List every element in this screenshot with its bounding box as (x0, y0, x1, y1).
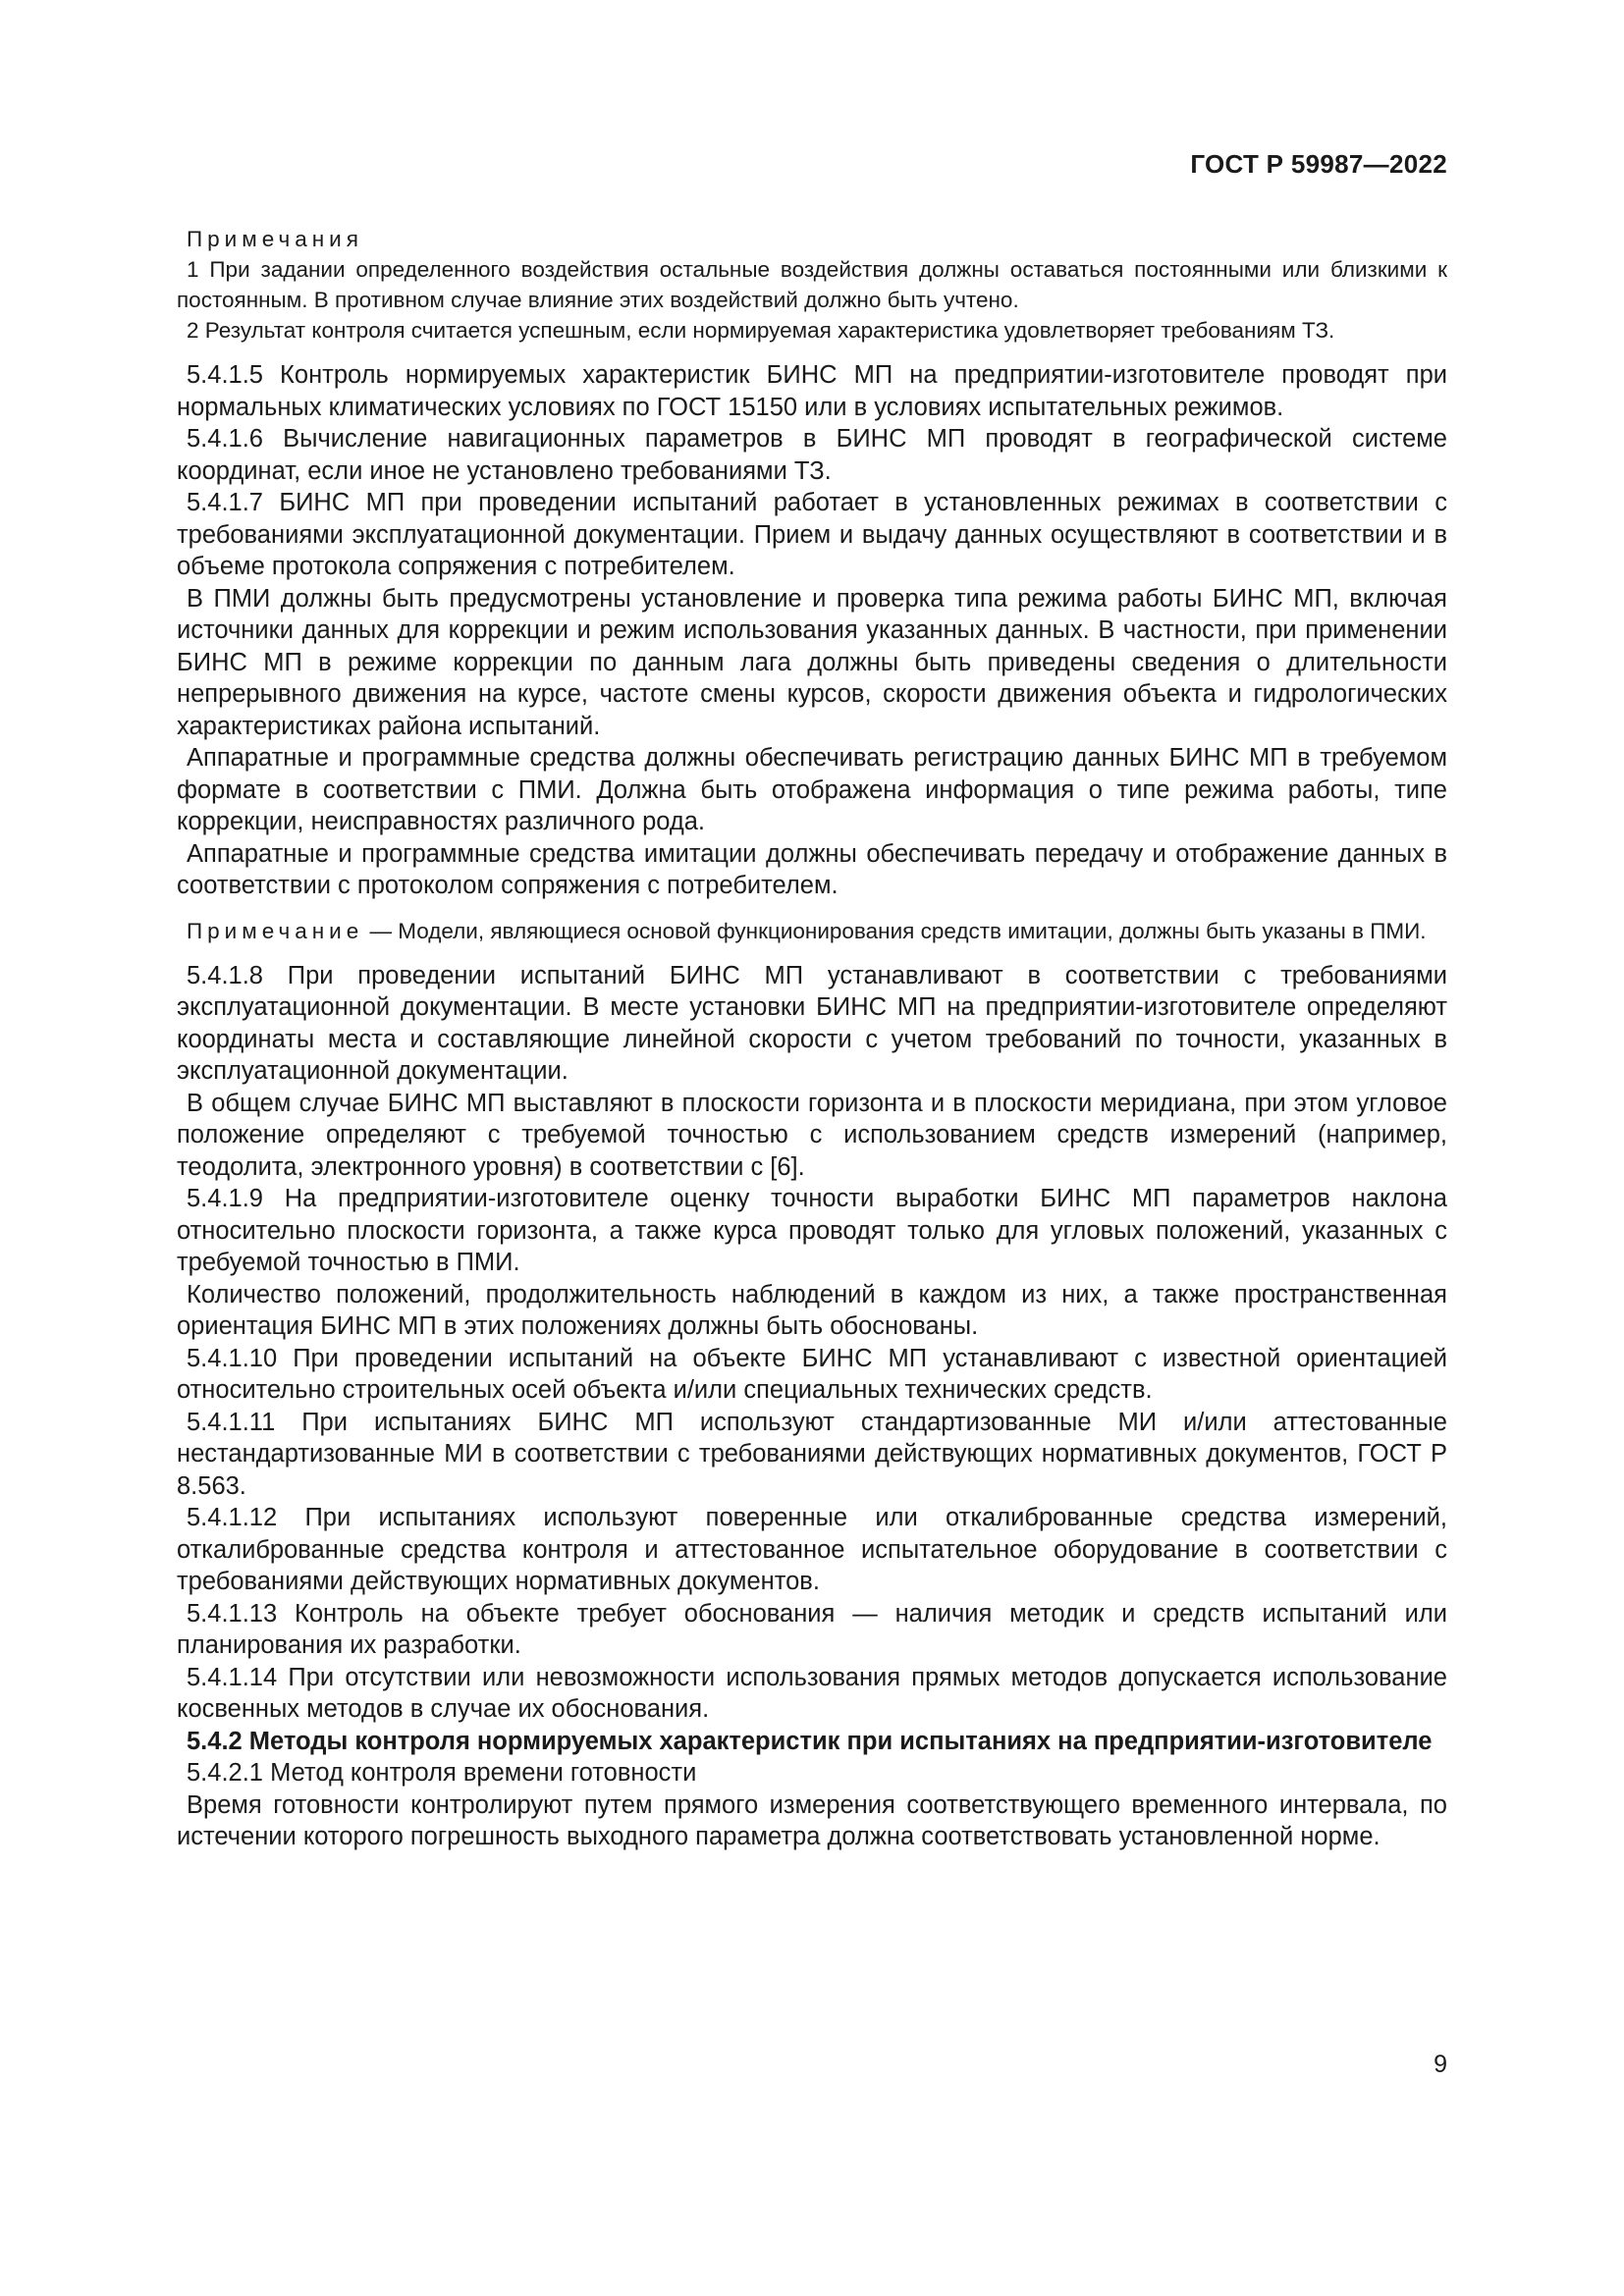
paragraph: 5.4.1.6 Вычисление навигационных параметров в БИНС МП проводят в географической системе координат, если иное не установлено требованиями ТЗ. (177, 425, 1447, 485)
paragraph: 5.4.1.13 Контроль на объекте требует обоснования — наличия методик и средств испытаний или планирования их разработки. (177, 1599, 1447, 1659)
paragraph: 5.4.1.10 При проведении испытаний на объекте БИНС МП устанавливают с известной ориентацией относительно строительных осей объекта и/или специальных технических средств. (177, 1344, 1447, 1404)
paragraph: 5.4.1.11 При испытаниях БИНС МП используют стандартизованные МИ и/или аттестованные нестандартизованные МИ в соответствии с требованиями действующих нормативных документов, ГОСТ Р 8.563. (177, 1408, 1447, 1500)
paragraph: 5.4.1.14 При отсутствии или невозможности использования прямых методов допускается использование косвенных методов в случае их обоснования. (177, 1663, 1447, 1723)
subsection-title: 5.4.2.1 Метод контроля времени готовности (187, 1759, 697, 1787)
note-item: 1 При задании определенного воздействия остальные воздействия должны оставаться постоянными или близкими к постоянным. В противном случае влияние этих воздействий должно быть учтено. (177, 257, 1447, 312)
paragraph: 5.4.1.7 БИНС МП при проведении испытаний работает в установленных режимах в соответствии с требованиями эксплуатационной документации. Прием и выдачу данных осуществляют в соответствии и в объеме протокола сопряжения с потребителем. (177, 489, 1447, 580)
page-content (177, 224, 1447, 1853)
paragraph: 5.4.1.8 При проведении испытаний БИНС МП устанавливают в соответствии с требованиями эксплуатационной документации. В месте установки БИНС МП на предприятии-изготовителе определяют координаты места и составляющие линейной скорости с учетом требований по точности, указанных в эксплуатационной документации. (177, 961, 1447, 1085)
paragraph: Аппаратные и программные средства имитации должны обеспечивать передачу и отображение данных в соответствии с протоколом сопряжения с потребителем. (177, 839, 1447, 899)
notes-title: Примечания (187, 227, 363, 251)
note-paragraph (177, 916, 1447, 946)
paragraph: 5.4.1.9 На предприятии-изготовителе оценку точности выработки БИНС МП параметров наклона относительно плоскости горизонта, а также курса проводят только для угловых положений, указанных с требуемой точностью в ПМИ. (177, 1185, 1447, 1276)
section-5-4-1-part-a (177, 359, 1447, 902)
paragraph: 5.4.1.12 При испытаниях используют поверенные или откалиброванные средства измерений, откалиброванные средства контроля и аттестованное испытательное оборудование в соответствии с требованиями действующих нормативных документов. (177, 1504, 1447, 1595)
section-5-4-1-part-b (177, 960, 1447, 1853)
page-number: 9 (1434, 2051, 1447, 2078)
paragraph: Количество положений, продолжительность наблюдений в каждом из них, а также пространственная ориентация БИНС МП в этих положениях должны быть обоснованы. (177, 1280, 1447, 1340)
paragraph: Аппаратные и программные средства должны обеспечивать регистрацию данных БИНС МП в требуемом формате в соответствии с ПМИ. Должна быть отображена информация о типе режима работы, типе коррекции, неисправностях различного рода. (177, 744, 1447, 835)
paragraph: Время готовности контролируют путем прямого измерения соответствующего временного интервала, по истечении которого погрешность выходного параметра должна соответствовать установленной норме. (177, 1790, 1447, 1850)
paragraph: В общем случае БИНС МП выставляют в плоскости горизонта и в плоскости меридиана, при этом угловое положение определяют с требуемой точностью с использованием средств измерений (например, теодолита, электронного уровня) в соответствии с [6]. (177, 1089, 1447, 1181)
notes-block (177, 224, 1447, 346)
note-text: — Модели, являющиеся основой функционирования средств имитации, должны быть указаны в ПМИ. (363, 918, 1427, 943)
paragraph: 5.4.1.5 Контроль нормируемых характеристик БИНС МП на предприятии-изготовителе проводят при нормальных климатических условиях по ГОСТ 15150 или в условиях испытательных режимов. (177, 361, 1447, 421)
document-header: ГОСТ Р 59987—2022 (1190, 149, 1447, 179)
note-label: Примечание (187, 918, 364, 943)
note-item: 2 Результат контроля считается успешным, если нормируемая характеристика удовлетворяет требованиям ТЗ. (187, 318, 1335, 343)
single-note (177, 916, 1447, 946)
section-heading: 5.4.2 Методы контроля нормируемых характеристик при испытаниях на предприятии-изготовителе (187, 1727, 1433, 1755)
paragraph: В ПМИ должны быть предусмотрены установление и проверка типа режима работы БИНС МП, включая источники данных для коррекции и режим использования указанных данных. В частности, при применении БИНС МП в режиме коррекции по данным лага должны быть приведены сведения о длительности непрерывного движения на курсе, частоте смены курсов, скорости движения объекта и гидрологических характеристиках района испытаний. (177, 584, 1447, 740)
